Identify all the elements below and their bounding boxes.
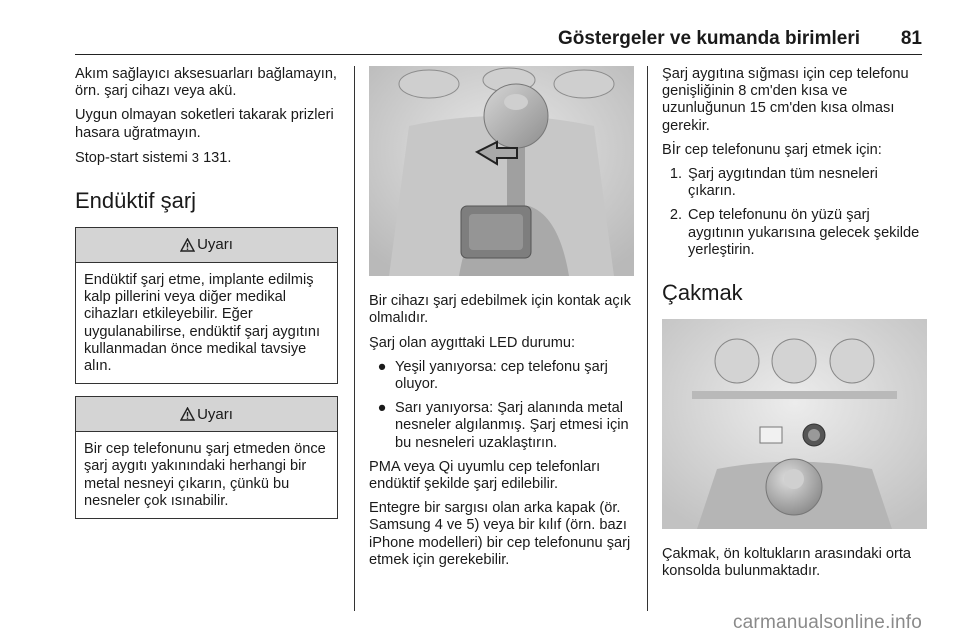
paragraph: Entegre bir sargısı olan arka kapak (ör. Samsung 4 ve 5) veya bir kılıf (örn. bazı iPhone modelleri) bir cep telefonunu şarj etmek için gerekebilir. (369, 500, 631, 568)
list-item-text: Cep telefonunu ön yüzü şarj aygıtının yukarısına gelecek şekilde yerleştirin. (688, 207, 920, 258)
paragraph: Çakmak, ön koltukların arasındaki orta konsolda bulunmaktadır. (662, 546, 912, 580)
paragraph: Bir cihazı şarj edebilmek için kontak açık olmalıdır. (369, 293, 631, 327)
column-divider (354, 66, 355, 611)
paragraph (75, 149, 338, 167)
warning-triangle-icon (180, 238, 195, 252)
paragraph: Akım sağlayıcı aksesuarları bağlamayın, örn. şarj cihazı veya akü. (75, 66, 337, 100)
warning-body: Bir cep telefonunu şarj etmeden önce şarj aygıtı yakınındaki herhangi bir metal nesneyi çıkarın, çünkü bu nesneler çok ısınabilir. (84, 441, 326, 509)
warning-body: Endüktif şarj etme, implante edilmiş kalp pillerini veya diğer medikal cihazları etkileyebilir. Eğer uygulanabilirse, endüktif şarj aygıtını kullanmadan önce medikal tavsiye alın. (84, 272, 321, 375)
bullet-icon: ● (377, 358, 387, 375)
warning-box (75, 396, 338, 519)
page-number: 81 (900, 28, 922, 49)
cigarette-lighter-photo (662, 319, 927, 529)
paragraph: Uygun olmayan soketleri takarak prizleri hasara uğratmayın. (75, 107, 334, 141)
section-heading: Çakmak (662, 280, 743, 306)
list-item-text: Yeşil yanıyorsa: cep telefonu şarj oluyor. (395, 358, 608, 393)
warning-title: Uyarı (197, 236, 233, 254)
paragraph: PMA veya Qi uyumlu cep telefonları endüktif şekilde şarj edilebilir. (369, 458, 601, 493)
page-header (75, 28, 922, 55)
list-item (369, 400, 634, 452)
list-item-text: Sarı yanıyorsa: Şarj alanında metal nesneler algılanmış. Şarj etmesi için bu nesneleri uzaklaştırın. (395, 400, 629, 451)
paragraph: Şarj aygıtına sığması için cep telefonu genişliğinin 8 cm'den kısa ve uzunluğunun 15 cm'den kısa olması gerekir. (662, 66, 909, 134)
warning-triangle-icon (180, 407, 195, 421)
step-number: 1. (669, 166, 682, 183)
section-heading: Endüktif şarj (75, 188, 197, 214)
column-2 (369, 66, 634, 576)
step-number: 2. (669, 207, 682, 224)
paragraph: Bİr cep telefonunu şarj etmek için: (662, 141, 882, 158)
list-item-text: Şarj aygıtından tüm nesneleri çıkarın. (688, 166, 878, 200)
paragraph: Şarj olan aygıttaki LED durumu: (369, 334, 576, 351)
warning-header (76, 397, 337, 432)
ref-text: Stop-start sistemi (75, 149, 192, 166)
warning-title: Uyarı (197, 405, 233, 423)
column-1 (75, 66, 338, 531)
page-ref-arrow-icon: 3 (191, 149, 200, 165)
inductive-charger-photo (369, 66, 634, 276)
ref-page[interactable]: 131. (199, 149, 232, 166)
column-divider (647, 66, 648, 611)
list-item (369, 359, 634, 393)
watermark[interactable]: carmanualsonline.info (732, 612, 922, 633)
list-item (662, 207, 927, 259)
page-title: Göstergeler ve kumanda birimleri (557, 28, 860, 49)
column-3 (662, 66, 927, 588)
warning-header (76, 228, 337, 263)
bullet-icon: ● (377, 400, 387, 417)
warning-box (75, 227, 338, 384)
list-item (662, 166, 927, 200)
